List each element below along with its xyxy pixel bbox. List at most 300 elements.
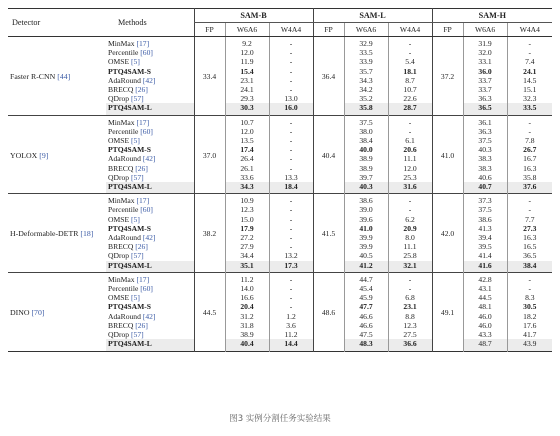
result-cell: 37.5 (344, 115, 388, 127)
result-cell: 18.4 (269, 182, 313, 194)
result-cell: 36.5 (463, 103, 507, 115)
result-cell: 13.2 (269, 251, 313, 260)
result-cell: 17.3 (269, 261, 313, 273)
result-cell: 42.8 (463, 272, 507, 284)
result-cell: - (269, 67, 313, 76)
method-label: PTQ4SAM-L (108, 182, 152, 192)
result-cell: 33.9 (344, 57, 388, 66)
result-cell: 7.4 (507, 57, 552, 66)
method-label: PTQ4SAM-S (108, 223, 152, 233)
result-cell: 33.6 (225, 173, 269, 182)
method-citation: [17] (136, 39, 150, 48)
result-cell: - (269, 127, 313, 136)
table-row (8, 272, 552, 284)
detector-name (8, 272, 106, 351)
sub-header-w4a4: W4A4 (269, 23, 313, 37)
detector-name (8, 115, 106, 194)
method-name (106, 293, 194, 302)
result-cell: 46.6 (344, 312, 388, 321)
result-cell: 11.2 (225, 272, 269, 284)
result-cell: 27.3 (507, 224, 552, 233)
method-label: QDrop (108, 94, 130, 104)
result-cell: 41.0 (344, 224, 388, 233)
result-cell: - (269, 284, 313, 293)
method-label: AdaRound (108, 233, 141, 243)
result-cell: 34.3 (344, 76, 388, 85)
result-cell: 41.2 (344, 261, 388, 273)
result-cell: 24.1 (225, 85, 269, 94)
method-label: QDrop (108, 251, 130, 261)
result-cell: 30.3 (225, 103, 269, 115)
method-citation: [26] (135, 320, 148, 330)
result-cell: 27.9 (225, 242, 269, 251)
result-cell: 46.0 (463, 321, 507, 330)
result-cell: 39.0 (344, 205, 388, 214)
result-cell: 36.6 (388, 339, 432, 351)
result-cell: 35.8 (344, 103, 388, 115)
method-name (106, 330, 194, 339)
detector-label: YOLOX (10, 150, 38, 160)
fp-value: 44.5 (194, 272, 225, 351)
method-label: PTQ4SAM-L (108, 260, 152, 270)
result-cell: - (269, 76, 313, 85)
result-cell: - (388, 115, 432, 127)
result-cell: 10.7 (225, 115, 269, 127)
result-cell: 39.6 (344, 215, 388, 224)
group-header-sam-h: SAM-H (432, 9, 552, 23)
fp-value: 49.1 (432, 272, 463, 351)
method-citation: [42] (142, 154, 156, 164)
result-cell: - (388, 284, 432, 293)
result-cell: 33.7 (463, 76, 507, 85)
result-cell: 38.9 (225, 330, 269, 339)
result-cell: 44.7 (344, 272, 388, 284)
result-cell: - (269, 233, 313, 242)
fp-value: 36.4 (313, 37, 344, 116)
result-cell: 39.9 (344, 242, 388, 251)
result-cell: 40.6 (463, 173, 507, 182)
method-label: PTQ4SAM-L (108, 103, 152, 113)
result-cell: 45.4 (344, 284, 388, 293)
result-cell: - (269, 215, 313, 224)
result-cell: 5.4 (388, 57, 432, 66)
result-cell: 18.2 (507, 312, 552, 321)
result-cell: 43.1 (463, 284, 507, 293)
result-cell: - (507, 127, 552, 136)
method-citation: [26] (135, 242, 148, 252)
result-cell: 11.1 (388, 154, 432, 163)
sub-header-fp: FP (194, 23, 225, 37)
result-cell: 7.7 (507, 215, 552, 224)
method-citation: [60] (140, 126, 153, 136)
method-name (106, 215, 194, 224)
result-cell: 32.0 (463, 48, 507, 57)
result-cell: 32.3 (507, 94, 552, 103)
method-label: OMSE (108, 293, 130, 303)
method-name (106, 339, 194, 351)
detector-citation: [44] (57, 72, 71, 82)
result-cell: 36.5 (507, 251, 552, 260)
result-cell: 29.3 (225, 94, 269, 103)
result-cell: 40.7 (463, 182, 507, 194)
result-cell: - (269, 272, 313, 284)
result-cell: 37.5 (463, 205, 507, 214)
method-name (106, 67, 194, 76)
result-cell: 25.8 (388, 251, 432, 260)
result-cell: 14.0 (225, 284, 269, 293)
result-cell: 44.5 (463, 293, 507, 302)
result-cell: 40.3 (463, 145, 507, 154)
fp-value: 37.0 (194, 115, 225, 194)
detector-label: DINO (10, 308, 30, 318)
result-cell: 30.5 (507, 302, 552, 311)
detector-label: Faster R-CNN (10, 72, 56, 82)
result-cell: 8.7 (388, 76, 432, 85)
result-cell: 48.1 (463, 302, 507, 311)
result-cell: 33.7 (463, 85, 507, 94)
result-cell: 36.0 (463, 67, 507, 76)
result-cell: 41.7 (507, 330, 552, 339)
result-cell: 16.3 (507, 233, 552, 242)
method-citation: [42] (142, 233, 156, 243)
method-citation: [42] (142, 75, 156, 85)
sub-header-w6a6: W6A6 (225, 23, 269, 37)
result-cell: 17.6 (507, 321, 552, 330)
fp-value: 48.6 (313, 272, 344, 351)
result-cell: 39.9 (344, 233, 388, 242)
result-cell: 23.1 (225, 76, 269, 85)
result-cell: - (269, 302, 313, 311)
result-cell: - (388, 205, 432, 214)
result-cell: 35.8 (507, 173, 552, 182)
method-name (106, 154, 194, 163)
result-cell: 46.6 (344, 321, 388, 330)
result-cell: 36.3 (463, 94, 507, 103)
result-cell: - (269, 115, 313, 127)
result-cell: 16.6 (225, 293, 269, 302)
result-cell: - (388, 194, 432, 206)
sub-header-fp: FP (313, 23, 344, 37)
method-citation: [60] (140, 205, 153, 215)
method-citation: [57] (131, 172, 144, 182)
result-cell: 45.9 (344, 293, 388, 302)
method-citation: [5] (131, 136, 140, 146)
method-citation: [26] (135, 85, 148, 95)
result-cell: 15.4 (225, 67, 269, 76)
result-cell: 26.4 (225, 154, 269, 163)
result-cell: 31.2 (225, 312, 269, 321)
method-name (106, 127, 194, 136)
result-cell: 8.8 (388, 312, 432, 321)
table-row (8, 115, 552, 127)
result-cell: 39.7 (344, 173, 388, 182)
result-cell: 31.6 (388, 182, 432, 194)
method-citation: [17] (136, 196, 150, 206)
result-cell: 16.0 (269, 103, 313, 115)
method-label: Percentile (108, 48, 139, 58)
result-cell: - (269, 194, 313, 206)
method-citation: [17] (136, 117, 150, 127)
method-label: MinMax (108, 274, 135, 284)
method-label: MinMax (108, 196, 135, 206)
fp-value: 42.0 (432, 194, 463, 273)
method-name (106, 205, 194, 214)
result-cell: 20.9 (388, 224, 432, 233)
result-cell: - (269, 85, 313, 94)
table-row (8, 37, 552, 49)
detector-header: Detector (8, 9, 106, 37)
result-cell: - (507, 194, 552, 206)
result-cell: - (269, 164, 313, 173)
result-cell: 38.3 (463, 154, 507, 163)
result-cell: 31.8 (225, 321, 269, 330)
result-cell: 24.1 (507, 67, 552, 76)
result-cell: - (507, 48, 552, 57)
result-cell: - (507, 205, 552, 214)
result-cell: 41.3 (463, 224, 507, 233)
result-cell: 11.9 (225, 57, 269, 66)
result-cell: 25.3 (388, 173, 432, 182)
result-cell: 38.0 (344, 127, 388, 136)
result-cell: 33.5 (344, 48, 388, 57)
result-cell: 35.2 (344, 94, 388, 103)
result-cell: 26.1 (225, 164, 269, 173)
method-name (106, 312, 194, 321)
method-label: OMSE (108, 136, 130, 146)
method-citation: [57] (131, 94, 144, 104)
result-cell: 36.1 (463, 115, 507, 127)
result-cell: 48.7 (463, 339, 507, 351)
method-name (106, 284, 194, 293)
result-cell: 40.5 (344, 251, 388, 260)
results-body (8, 37, 552, 352)
result-cell: - (269, 37, 313, 49)
result-cell: 11.1 (388, 242, 432, 251)
method-citation: [42] (142, 311, 156, 321)
result-cell: 7.8 (507, 136, 552, 145)
detector-name (8, 37, 106, 116)
method-name (106, 145, 194, 154)
group-header-sam-b: SAM-B (194, 9, 313, 23)
result-cell: - (507, 115, 552, 127)
result-cell: 33.1 (463, 57, 507, 66)
result-cell: 16.5 (507, 242, 552, 251)
result-cell: 35.1 (225, 261, 269, 273)
result-cell: 17.4 (225, 145, 269, 154)
result-cell: 40.3 (344, 182, 388, 194)
figure-caption: 图3 实例分割任务实验结果 (229, 414, 331, 424)
method-citation: [5] (131, 57, 140, 67)
result-cell: 34.4 (225, 251, 269, 260)
method-name (106, 103, 194, 115)
detector-label: H-Deformable-DETR (10, 229, 79, 239)
result-cell: 12.0 (225, 127, 269, 136)
method-name (106, 48, 194, 57)
result-cell: 32.1 (388, 261, 432, 273)
method-name (106, 37, 194, 49)
method-label: AdaRound (108, 154, 141, 164)
result-cell: 6.8 (388, 293, 432, 302)
result-cell: 38.6 (463, 215, 507, 224)
result-cell: 35.7 (344, 67, 388, 76)
result-cell: - (269, 136, 313, 145)
detector-name (8, 194, 106, 273)
method-citation: [26] (135, 163, 148, 173)
result-cell: 16.7 (507, 154, 552, 163)
fp-value: 41.5 (313, 194, 344, 273)
fp-value: 33.4 (194, 37, 225, 116)
result-cell: - (388, 37, 432, 49)
fp-value: 38.2 (194, 194, 225, 273)
result-cell: 38.9 (344, 164, 388, 173)
result-cell: 3.6 (269, 321, 313, 330)
result-cell: 39.5 (463, 242, 507, 251)
result-cell: - (269, 224, 313, 233)
fp-value: 40.4 (313, 115, 344, 194)
method-label: QDrop (108, 330, 130, 340)
result-cell: - (269, 145, 313, 154)
result-cell: 10.7 (388, 85, 432, 94)
method-label: AdaRound (108, 75, 141, 85)
result-cell: - (507, 284, 552, 293)
table-row (8, 194, 552, 206)
result-cell: 10.9 (225, 194, 269, 206)
result-cell: 28.7 (388, 103, 432, 115)
result-cell: 12.3 (388, 321, 432, 330)
detector-citation: [70] (31, 308, 45, 318)
result-cell: 12.0 (225, 48, 269, 57)
result-cell: 39.4 (463, 233, 507, 242)
result-cell: 15.1 (507, 85, 552, 94)
method-label: BRECQ (108, 85, 134, 95)
method-name (106, 261, 194, 273)
result-cell: 40.4 (225, 339, 269, 351)
result-cell: 13.0 (269, 94, 313, 103)
method-name (106, 94, 194, 103)
result-cell: 31.9 (463, 37, 507, 49)
result-cell: 36.3 (463, 127, 507, 136)
method-citation: [5] (131, 293, 140, 303)
method-name (106, 85, 194, 94)
method-label: BRECQ (108, 242, 134, 252)
result-cell: 38.4 (344, 136, 388, 145)
method-label: Percentile (108, 126, 139, 136)
methods-header: Methods (106, 9, 194, 37)
result-cell: 12.0 (388, 164, 432, 173)
result-cell: 34.2 (344, 85, 388, 94)
method-name (106, 302, 194, 311)
result-cell: 47.5 (344, 330, 388, 339)
result-cell: 38.9 (344, 154, 388, 163)
method-name (106, 136, 194, 145)
result-cell: 20.6 (388, 145, 432, 154)
method-label: PTQ4SAM-S (108, 302, 152, 312)
result-cell: 43.9 (507, 339, 552, 351)
result-cell: 33.5 (507, 103, 552, 115)
results-table (8, 8, 552, 352)
sub-header-w6a6: W6A6 (344, 23, 388, 37)
method-label: OMSE (108, 57, 130, 67)
method-label: Percentile (108, 205, 139, 215)
method-name (106, 242, 194, 251)
sub-header-fp: FP (432, 23, 463, 37)
method-label: Percentile (108, 284, 139, 294)
result-cell: 11.2 (269, 330, 313, 339)
result-cell: 32.9 (344, 37, 388, 49)
method-name (106, 233, 194, 242)
result-cell: 38.3 (463, 164, 507, 173)
result-cell: 14.5 (507, 76, 552, 85)
method-citation: [60] (140, 284, 153, 294)
result-cell: 17.9 (225, 224, 269, 233)
method-label: BRECQ (108, 320, 134, 330)
sub-header-w4a4: W4A4 (388, 23, 432, 37)
result-cell: 23.1 (388, 302, 432, 311)
sub-header-w4a4: W4A4 (507, 23, 552, 37)
result-cell: 6.1 (388, 136, 432, 145)
result-cell: - (269, 48, 313, 57)
method-citation: [57] (131, 330, 144, 340)
result-cell: - (269, 154, 313, 163)
method-label: AdaRound (108, 311, 141, 321)
result-cell: 41.6 (463, 261, 507, 273)
result-cell: 22.6 (388, 94, 432, 103)
result-cell: - (269, 57, 313, 66)
result-cell: - (388, 272, 432, 284)
result-cell: 48.3 (344, 339, 388, 351)
method-citation: [17] (136, 274, 150, 284)
method-label: PTQ4SAM-S (108, 66, 152, 76)
method-name (106, 251, 194, 260)
result-cell: 26.7 (507, 145, 552, 154)
method-citation: [57] (131, 251, 144, 261)
result-cell: 47.7 (344, 302, 388, 311)
header-row-groups (8, 9, 552, 23)
result-cell: 37.3 (463, 194, 507, 206)
result-cell: 41.4 (463, 251, 507, 260)
result-cell: 46.0 (463, 312, 507, 321)
method-name (106, 115, 194, 127)
result-cell: - (269, 242, 313, 251)
method-name (106, 321, 194, 330)
method-name (106, 182, 194, 194)
result-cell: - (388, 48, 432, 57)
result-cell: 8.3 (507, 293, 552, 302)
method-citation: [5] (131, 214, 140, 224)
result-cell: 34.3 (225, 182, 269, 194)
result-cell: 27.2 (225, 233, 269, 242)
result-cell: 37.6 (507, 182, 552, 194)
sub-header-w6a6: W6A6 (463, 23, 507, 37)
method-name (106, 224, 194, 233)
result-cell: 20.4 (225, 302, 269, 311)
result-cell: 40.0 (344, 145, 388, 154)
result-cell: 37.5 (463, 136, 507, 145)
detector-citation: [9] (39, 150, 49, 160)
result-cell: 13.5 (225, 136, 269, 145)
method-label: PTQ4SAM-L (108, 339, 152, 349)
result-cell: - (269, 293, 313, 302)
method-label: PTQ4SAM-S (108, 145, 152, 155)
method-name (106, 272, 194, 284)
result-cell: 15.0 (225, 215, 269, 224)
result-cell: - (388, 127, 432, 136)
result-cell: 13.3 (269, 173, 313, 182)
method-name (106, 76, 194, 85)
method-name (106, 57, 194, 66)
result-cell: - (269, 205, 313, 214)
method-label: OMSE (108, 214, 130, 224)
